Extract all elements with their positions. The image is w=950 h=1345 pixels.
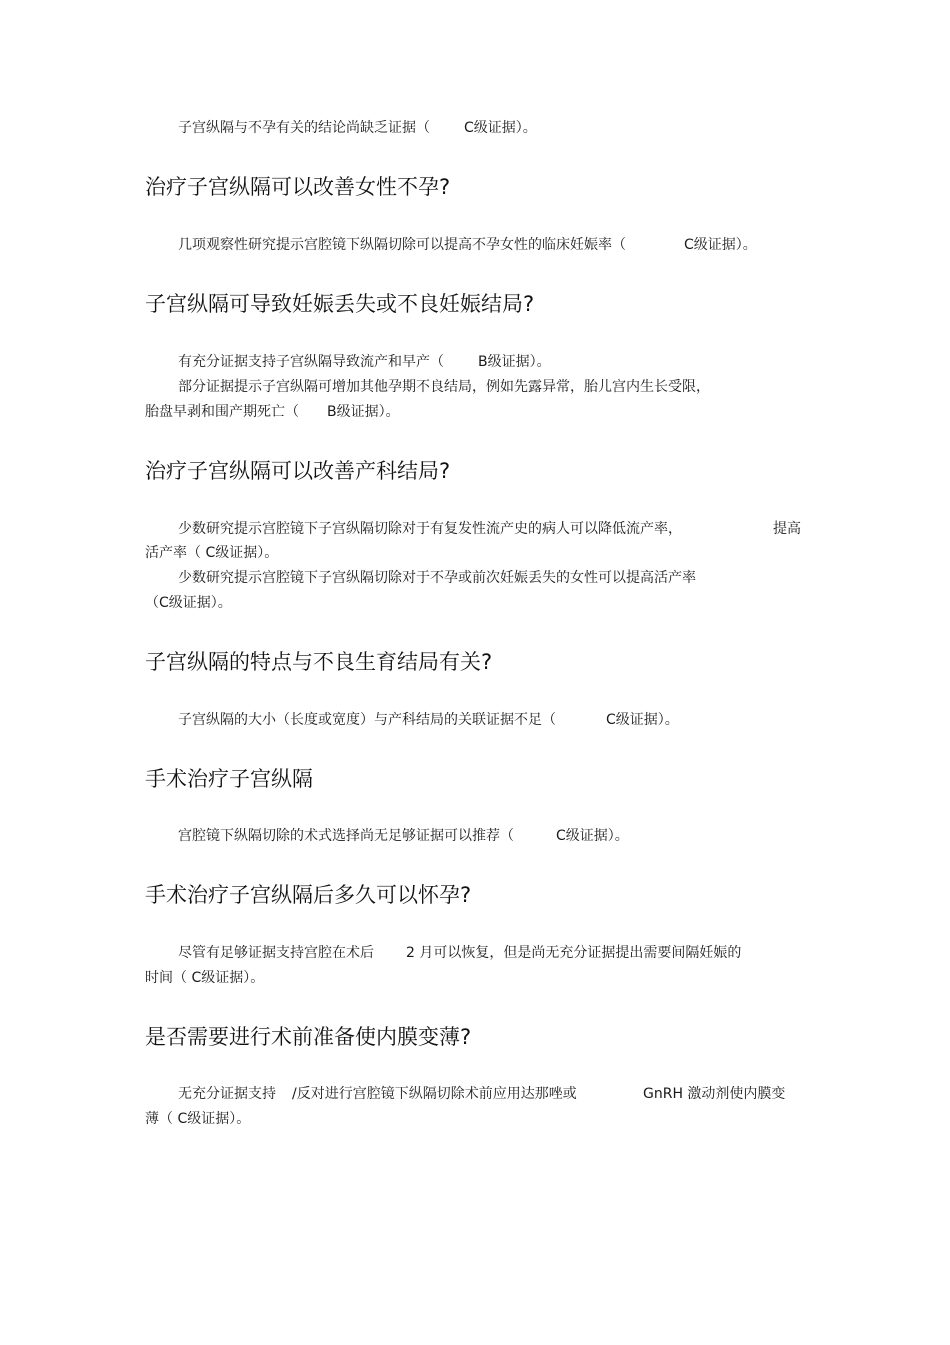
paragraph-line	[145, 594, 232, 612]
paragraph-text: 活产率（ C级证据）。	[145, 545, 279, 561]
paragraph-text: 有充分证据支持子宫纵隔导致流产和早产（	[178, 354, 444, 370]
evidence-level: B级证据）。	[327, 404, 400, 420]
paragraph-line	[145, 403, 400, 421]
section-heading: 手术治疗子宫纵隔后多久可以怀孕?	[145, 883, 472, 907]
paragraph-text: 胎盘早剥和围产期死亡（	[145, 404, 299, 420]
paragraph-text: 宫腔镜下纵隔切除的术式选择尚无足够证据可以推荐（	[178, 828, 514, 844]
paragraph-text: 提高	[773, 521, 801, 537]
section-heading: 子宫纵隔可导致妊娠丢失或不良妊娠结局?	[145, 292, 535, 316]
paragraph-line	[178, 520, 682, 538]
paragraph-text: 无充分证据支持	[178, 1086, 276, 1102]
evidence-level: C级证据）。	[556, 828, 629, 844]
section-heading: 治疗子宫纵隔可以改善女性不孕?	[145, 175, 451, 199]
paragraph-line	[178, 827, 629, 845]
paragraph-text: GnRH 激动剂使内膜变	[643, 1086, 786, 1102]
paragraph-line	[145, 544, 278, 562]
paragraph-text: 尽管有足够证据支持宫腔在术后	[178, 945, 374, 961]
paragraph-text: 几项观察性研究提示宫腔镜下纵隔切除可以提高不孕女性的临床妊娠率（	[178, 237, 626, 253]
paragraph-text: 薄（ C级证据）。	[145, 1111, 251, 1127]
section-heading: 治疗子宫纵隔可以改善产科结局?	[145, 459, 451, 483]
section-heading: 是否需要进行术前准备使内膜变薄?	[145, 1025, 472, 1049]
paragraph-line	[178, 353, 551, 371]
paragraph-text: 子宫纵隔的大小（长度或宽度）与产科结局的关联证据不足（	[178, 712, 556, 728]
paragraph-text: 少数研究提示宫腔镜下子宫纵隔切除对于不孕或前次妊娠丢失的女性可以提高活产率	[178, 570, 696, 586]
paragraph-line	[178, 119, 537, 137]
paragraph-text: 2 月可以恢复，但是尚无充分证据提出需要间隔妊娠的	[406, 945, 742, 961]
section-heading: 子宫纵隔的特点与不良生育结局有关?	[145, 650, 493, 674]
paragraph-line	[643, 1085, 785, 1103]
evidence-level: C级证据）。	[464, 120, 537, 136]
paragraph-line	[178, 569, 696, 587]
paragraph-text: 子宫纵隔与不孕有关的结论尚缺乏证据（	[178, 120, 430, 136]
paragraph-line	[178, 944, 741, 962]
evidence-level: C级证据）。	[684, 237, 757, 253]
paragraph-line	[145, 1110, 250, 1128]
paragraph-text: 少数研究提示宫腔镜下子宫纵隔切除对于有复发性流产史的病人可以降低流产率，	[178, 521, 682, 537]
evidence-level: （C级证据）。	[145, 595, 232, 611]
paragraph-text: /反对进行宫腔镜下纵隔切除术前应用达那唑或	[292, 1086, 577, 1102]
section-heading: 手术治疗子宫纵隔	[145, 767, 313, 791]
evidence-level: B级证据）。	[478, 354, 551, 370]
paragraph-text: 时间（ C级证据）。	[145, 970, 265, 986]
paragraph-line	[178, 236, 757, 254]
paragraph-line	[178, 711, 679, 729]
evidence-level: C级证据）。	[606, 712, 679, 728]
paragraph-line	[178, 378, 710, 396]
paragraph-line	[145, 969, 264, 987]
paragraph-line	[773, 520, 801, 538]
paragraph-line	[178, 1085, 577, 1103]
paragraph-text: 部分证据提示子宫纵隔可增加其他孕期不良结局，例如先露异常，胎儿宫内生长受限，	[178, 379, 710, 395]
